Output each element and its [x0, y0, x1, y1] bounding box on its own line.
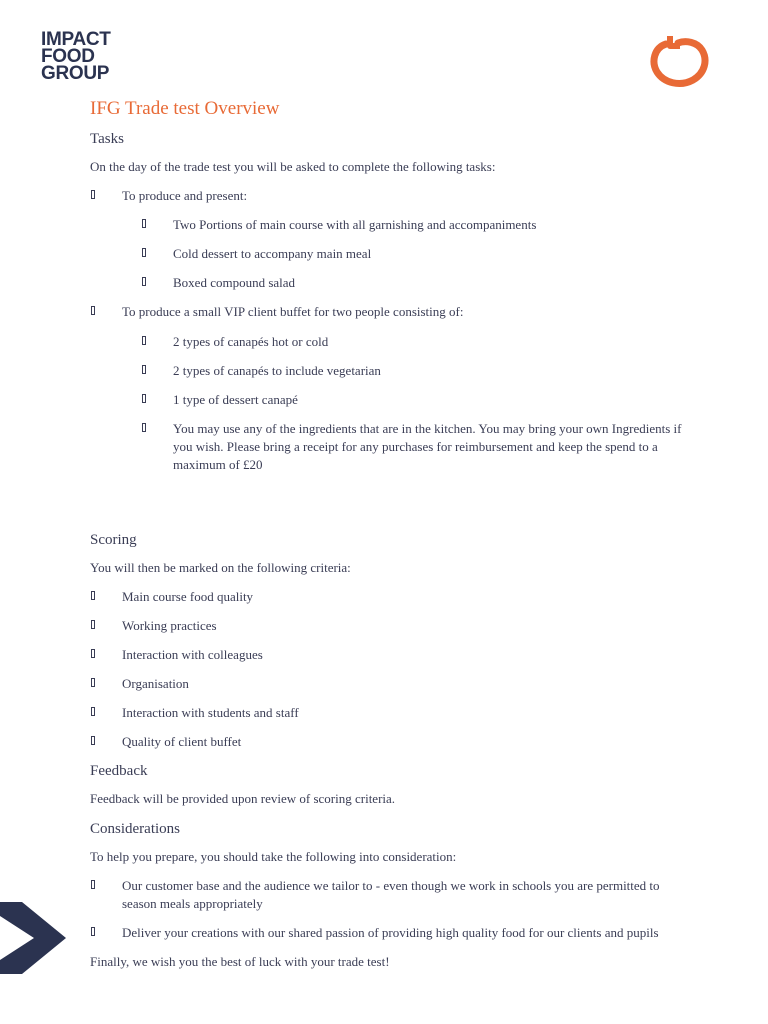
list-item: Cold dessert to accompany main meal	[90, 245, 690, 263]
list-item: Two Portions of main course with all garnishing and accompaniments	[90, 216, 690, 234]
considerations-heading: Considerations	[90, 821, 180, 837]
scoring-intro: You will then be marked on the following criteria:	[90, 560, 351, 575]
bullet-icon	[91, 591, 95, 600]
list-item: You may use any of the ingredients that are in the kitchen. You may bring your own Ingredients if you wish. Please bring a receipt for any purchases for reimbursement and keep the spend to a maximum of £20	[90, 420, 693, 474]
list-item: Deliver your creations with our shared passion of providing high quality food for our clients and pupils	[90, 924, 682, 942]
logo-line-2: FOOD	[41, 46, 95, 67]
bullet-icon	[142, 336, 146, 345]
bullet-icon	[142, 248, 146, 257]
logo-line-3: GROUP	[41, 63, 110, 84]
list-item: 2 types of canapés hot or cold	[90, 333, 690, 351]
bullet-icon	[91, 190, 95, 199]
list-item: Interaction with students and staff	[90, 704, 690, 722]
bullet-icon	[91, 649, 95, 658]
bullet-icon	[142, 277, 146, 286]
list-item: To produce and present:	[90, 187, 690, 205]
scoring-heading: Scoring	[90, 532, 137, 548]
list-item: Interaction with colleagues	[90, 646, 690, 664]
bullet-icon	[91, 678, 95, 687]
list-item: 2 types of canapés to include vegetarian	[90, 362, 690, 380]
page-title: IFG Trade test Overview	[90, 98, 280, 119]
chevron-decoration-icon	[0, 902, 66, 974]
bullet-icon	[91, 880, 95, 889]
bullet-icon	[142, 365, 146, 374]
logo-line-1: IMPACT	[41, 29, 111, 50]
list-item: 1 type of dessert canapé	[90, 391, 690, 409]
list-item: To produce a small VIP client buffet for two people consisting of:	[90, 303, 690, 321]
list-item: Our customer base and the audience we tailor to - even though we work in schools you are permitted to season meals appropriately	[90, 877, 682, 913]
bullet-icon	[142, 423, 146, 432]
bullet-icon	[91, 736, 95, 745]
tasks-heading: Tasks	[90, 131, 124, 147]
bullet-icon	[142, 394, 146, 403]
strawberry-icon	[648, 32, 710, 88]
list-item: Main course food quality	[90, 588, 690, 606]
bullet-icon	[91, 707, 95, 716]
list-item: Quality of client buffet	[90, 733, 690, 751]
list-item: Boxed compound salad	[90, 274, 690, 292]
closing-text: Finally, we wish you the best of luck with your trade test!	[90, 954, 390, 969]
list-item: Working practices	[90, 617, 690, 635]
tasks-intro: On the day of the trade test you will be asked to complete the following tasks:	[90, 159, 496, 174]
feedback-heading: Feedback	[90, 763, 148, 779]
bullet-icon	[91, 620, 95, 629]
bullet-icon	[91, 927, 95, 936]
considerations-intro: To help you prepare, you should take the following into consideration:	[90, 849, 457, 864]
impact-food-group-logo	[41, 31, 111, 82]
list-item: Organisation	[90, 675, 690, 693]
bullet-icon	[91, 306, 95, 315]
feedback-text: Feedback will be provided upon review of scoring criteria.	[90, 791, 396, 806]
bullet-icon	[142, 219, 146, 228]
